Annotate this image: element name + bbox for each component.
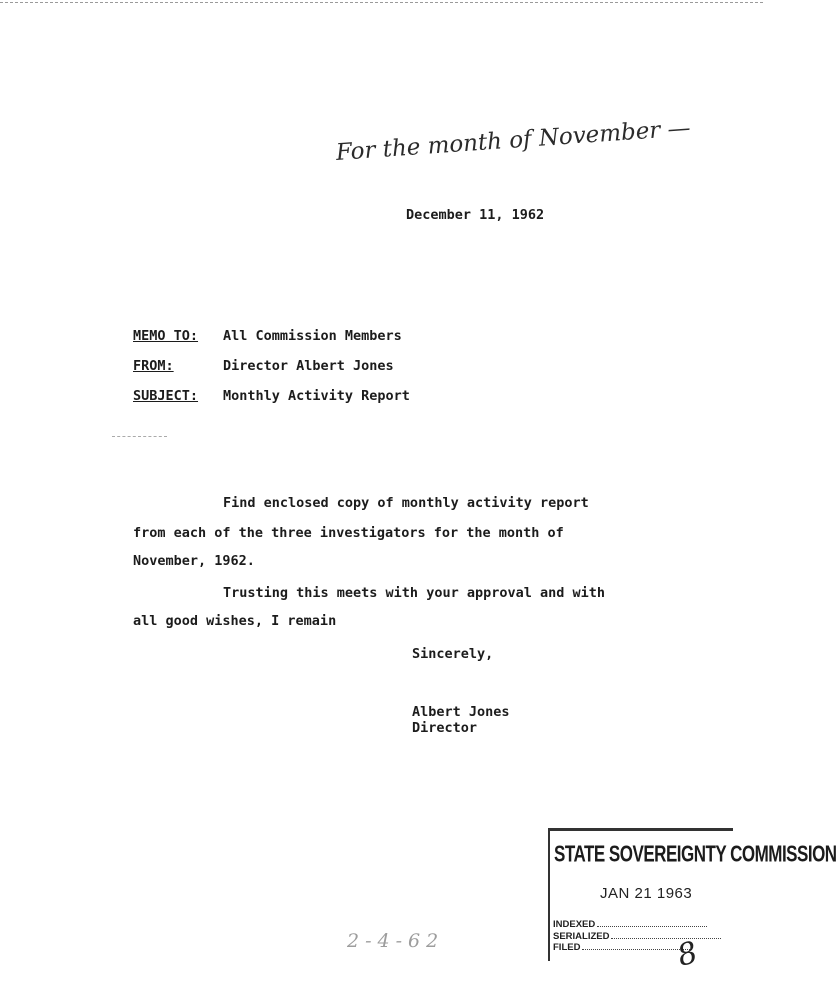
memo-from-label: FROM:	[133, 358, 174, 374]
body-line-5: all good wishes, I remain	[133, 613, 337, 629]
stamp-date: JAN 21 1963	[600, 885, 693, 902]
stamp-field-filed: FILED	[553, 942, 723, 954]
stamp-title: STATE SOVEREIGNTY COMMISSION	[554, 841, 837, 867]
body-line-1: Find enclosed copy of monthly activity report	[223, 495, 589, 511]
stamp-fields	[553, 919, 723, 954]
handwritten-note: For the month of November —	[335, 115, 692, 166]
page-top-edge	[0, 2, 763, 3]
memo-from-value: Director Albert Jones	[223, 358, 394, 374]
signature-name: Albert Jones	[412, 704, 510, 720]
divider	[112, 436, 167, 437]
received-stamp	[548, 828, 837, 974]
page-mark: 2-4-62	[347, 930, 445, 952]
memo-to-value: All Commission Members	[223, 328, 402, 344]
memo-to-label: MEMO TO:	[133, 328, 199, 344]
closing: Sincerely,	[412, 646, 494, 662]
body-line-3: November, 1962.	[133, 553, 255, 569]
body-line-2: from each of the three investigators for the month of	[133, 525, 564, 541]
memo-subject-value: Monthly Activity Report	[223, 388, 410, 404]
stamp-field-indexed: INDEXED	[553, 919, 723, 931]
memo-subject-label: SUBJECT:	[133, 388, 199, 404]
stamp-field-serialized: SERIALIZED	[553, 931, 723, 943]
signature-title: Director	[412, 720, 478, 736]
stamp-handwritten-mark: 8	[673, 935, 702, 974]
body-line-4: Trusting this meets with your approval and with	[223, 585, 606, 601]
memo-date: December 11, 1962	[406, 207, 545, 223]
